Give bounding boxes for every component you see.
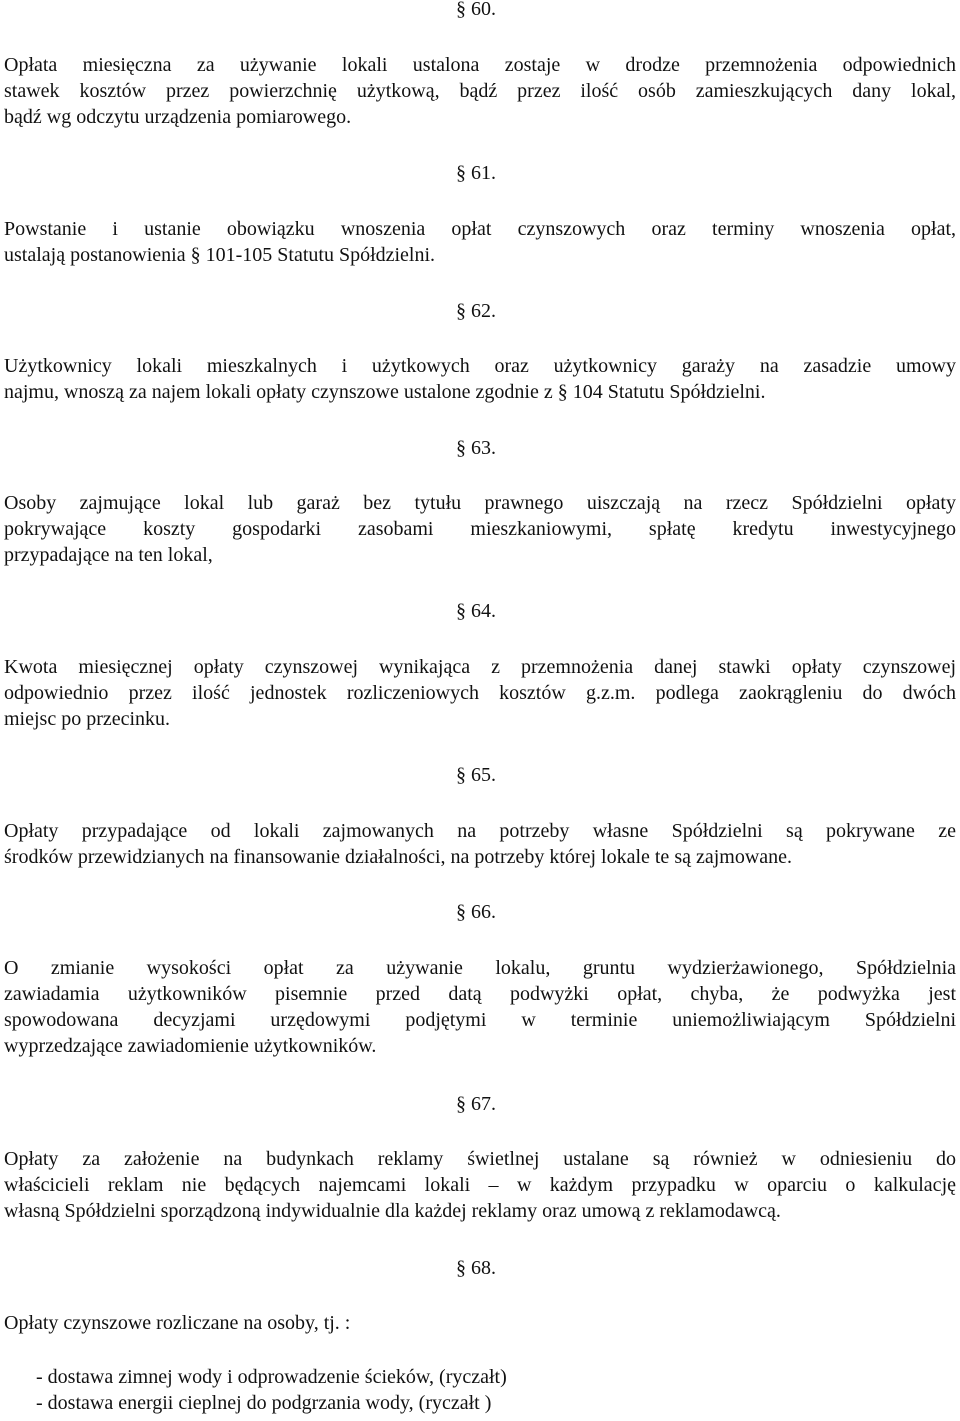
paragraph-line: najmu, wnoszą za najem lokali opłaty czynszowe ustalone zgodnie z § 104 Statutu Spółdzielni. xyxy=(4,381,766,403)
paragraph-line: Opłaty czynszowe rozliczane na osoby, tj. : xyxy=(4,1312,351,1334)
paragraph-line: Powstanie i ustanie obowiązku wnoszenia opłat czynszowych oraz terminy wnoszenia opłat, xyxy=(4,218,956,240)
section-66-number: § 66. xyxy=(456,901,496,923)
section-68-number: § 68. xyxy=(456,1257,496,1279)
section-64-number: § 64. xyxy=(456,600,496,622)
section-67-number: § 67. xyxy=(456,1093,496,1115)
paragraph-line: wyprzedzające zawiadomienie użytkowników. xyxy=(4,1035,377,1057)
section-63-number: § 63. xyxy=(456,437,496,459)
paragraph-line: ustalają postanowienia § 101-105 Statutu Spółdzielni. xyxy=(4,244,436,266)
list-item: - dostawa energii cieplnej do podgrzania wody, (ryczałt ) xyxy=(36,1392,492,1414)
section-62-paragraph xyxy=(4,353,956,405)
paragraph-line: Opłaty za założenie na budynkach reklamy świetlnej ustalane są również w odniesieniu do xyxy=(4,1148,956,1170)
paragraph-line: zawiadamia użytkowników pisemnie przed datą podwyżki opłat, chyba, że podwyżka jest xyxy=(4,983,956,1005)
section-64-paragraph xyxy=(4,654,956,732)
paragraph-line: Kwota miesięcznej opłaty czynszowej wynikająca z przemnożenia danej stawki opłaty czynszowej xyxy=(4,656,956,678)
paragraph-line: Opłata miesięczna za używanie lokali ustalona zostaje w drodze przemnożenia odpowiednich xyxy=(4,54,956,76)
paragraph-line: spowodowana decyzjami urzędowymi podjętymi w terminie uniemożliwiającym Spółdzielni xyxy=(4,1009,956,1031)
section-60-number: § 60. xyxy=(456,0,496,20)
section-66-paragraph xyxy=(4,955,956,1059)
section-61-number: § 61. xyxy=(456,162,496,184)
paragraph-line: Użytkownicy lokali mieszkalnych i użytkowych oraz użytkownicy garaży na zasadzie umowy xyxy=(4,355,956,377)
section-65-paragraph xyxy=(4,818,956,870)
paragraph-line: bądź wg odczytu urządzenia pomiarowego. xyxy=(4,106,352,128)
section-62-number: § 62. xyxy=(456,300,496,322)
paragraph-line: własną Spółdzielni sporządzoną indywidualnie dla każdej reklamy oraz umową z reklamodawcą. xyxy=(4,1200,781,1222)
section-65-number: § 65. xyxy=(456,764,496,786)
paragraph-line: właścicieli reklam nie będących najemcami lokali – w każdym przypadku w oparciu o kalkulację xyxy=(4,1174,956,1196)
paragraph-line: odpowiednio przez ilość jednostek rozliczeniowych kosztów g.z.m. podlega zaokrągleniu do dwóch xyxy=(4,682,956,704)
paragraph-line: miejsc po przecinku. xyxy=(4,708,171,730)
paragraph-line: Opłaty przypadające od lokali zajmowanych na potrzeby własne Spółdzielni są pokrywane ze xyxy=(4,820,956,842)
list-item: - dostawa zimnej wody i odprowadzenie ścieków, (ryczałt) xyxy=(36,1366,507,1388)
section-63-paragraph xyxy=(4,490,956,568)
section-67-paragraph xyxy=(4,1146,956,1224)
paragraph-line: stawek kosztów przez powierzchnię użytkową, bądź przez ilość osób zamieszkujących dany lokal, xyxy=(4,80,956,102)
paragraph-line: przypadające na ten lokal, xyxy=(4,544,213,566)
paragraph-line: O zmianie wysokości opłat za używanie lokalu, gruntu wydzierżawionego, Spółdzielnia xyxy=(4,957,956,979)
section-68-paragraph xyxy=(4,1310,956,1336)
section-60-paragraph xyxy=(4,52,956,130)
paragraph-line: środków przewidzianych na finansowanie działalności, na potrzeby której lokale te są zajmowane. xyxy=(4,846,793,868)
section-61-paragraph xyxy=(4,216,956,268)
paragraph-line: Osoby zajmujące lokal lub garaż bez tytułu prawnego uiszczają na rzecz Spółdzielni opłaty xyxy=(4,492,956,514)
paragraph-line: pokrywające koszty gospodarki zasobami mieszkaniowymi, spłatę kredytu inwestycyjnego xyxy=(4,518,956,540)
